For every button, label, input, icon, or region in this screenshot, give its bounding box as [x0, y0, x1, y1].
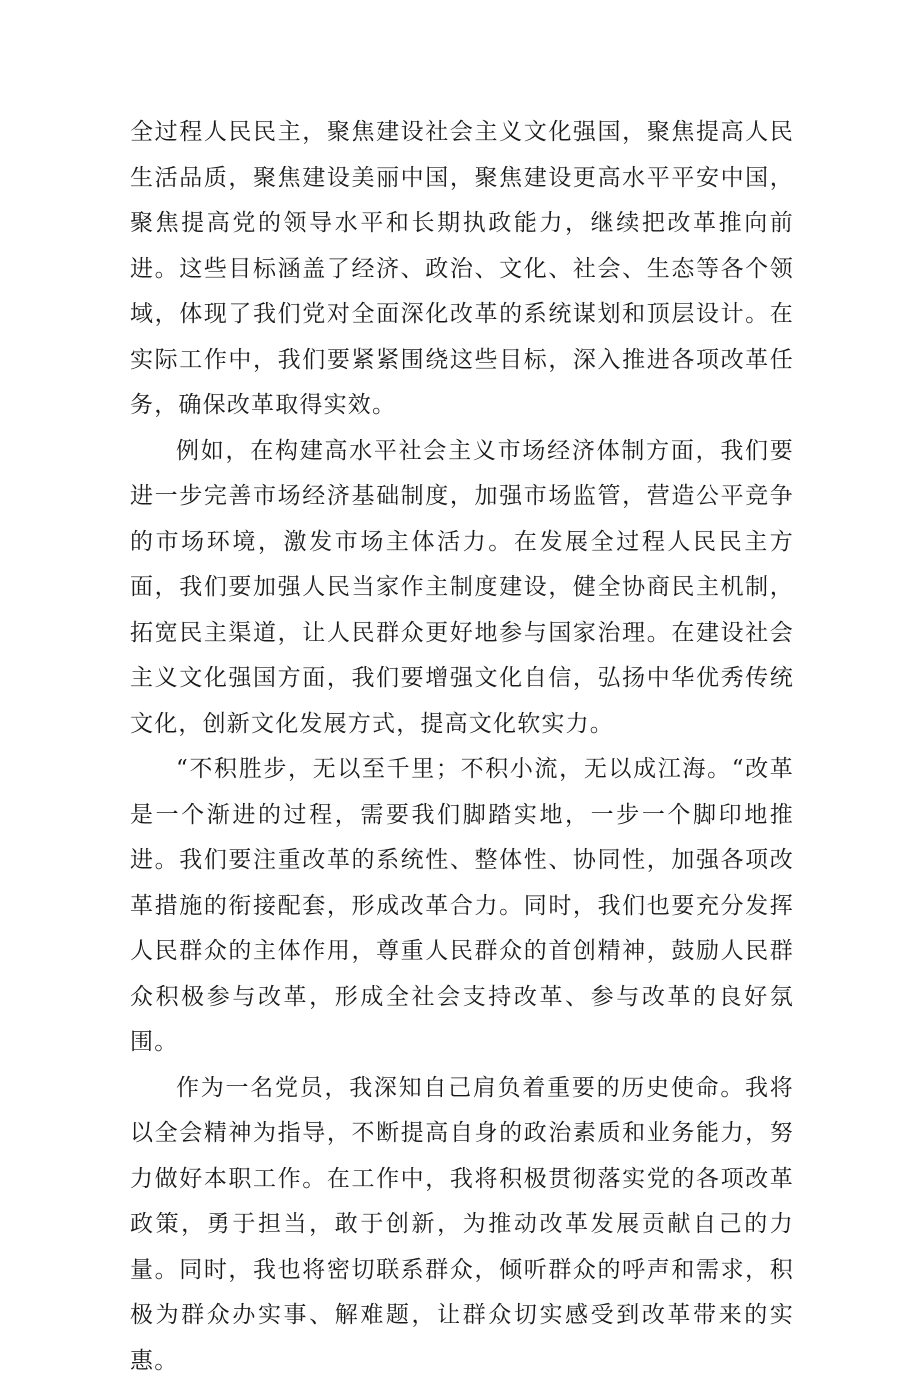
paragraph-1: 全过程人民民主，聚焦建设社会主义文化强国，聚焦提高人民生活品质，聚焦建设美丽中国，聚焦建设更高水平平安中国，聚焦提高党的领导水平和长期执政能力，继续把改革推向前进。这些目标涵盖了经济、政治、文化、社会、生态等各个领域，体现了我们党对全面深化改革的系统谋划和顶层设计。在实际工作中，我们要紧紧围绕这些目标，深入推进各项改革任务，确保改革取得实效。 — [130, 110, 794, 429]
paragraph-4: 作为一名党员，我深知自己肩负着重要的历史使命。我将以全会精神为指导，不断提高自身的政治素质和业务能力，努力做好本职工作。在工作中，我将积极贯彻落实党的各项改革政策，勇于担当，敢于创新，为推动改革发展贡献自己的力量。同时，我也将密切联系群众，倾听群众的呼声和需求，积极为群众办实事、解难题，让群众切实感受到改革带来的实惠。 — [130, 1066, 794, 1384]
paragraph-3: “不积胜步，无以至千里；不积小流，无以成江海。“改革是一个渐进的过程，需要我们脚踏实地，一步一个脚印地推进。我们要注重改革的系统性、整体性、协同性，加强各项改革措施的衔接配套，形成改革合力。同时，我们也要充分发挥人民群众的主体作用，尊重人民群众的首创精神，鼓励人民群众积极参与改革，形成全社会支持改革、参与改革的良好氛围。 — [130, 747, 794, 1066]
document-body — [130, 110, 794, 1384]
paragraph-2: 例如，在构建高水平社会主义市场经济体制方面，我们要进一步完善市场经济基础制度，加强市场监管，营造公平竞争的市场环境，激发市场主体活力。在发展全过程人民民主方面，我们要加强人民当家作主制度建设，健全协商民主机制，拓宽民主渠道，让人民群众更好地参与国家治理。在建设社会主义文化强国方面，我们要增强文化自信，弘扬中华优秀传统文化，创新文化发展方式，提高文化软实力。 — [130, 429, 794, 748]
